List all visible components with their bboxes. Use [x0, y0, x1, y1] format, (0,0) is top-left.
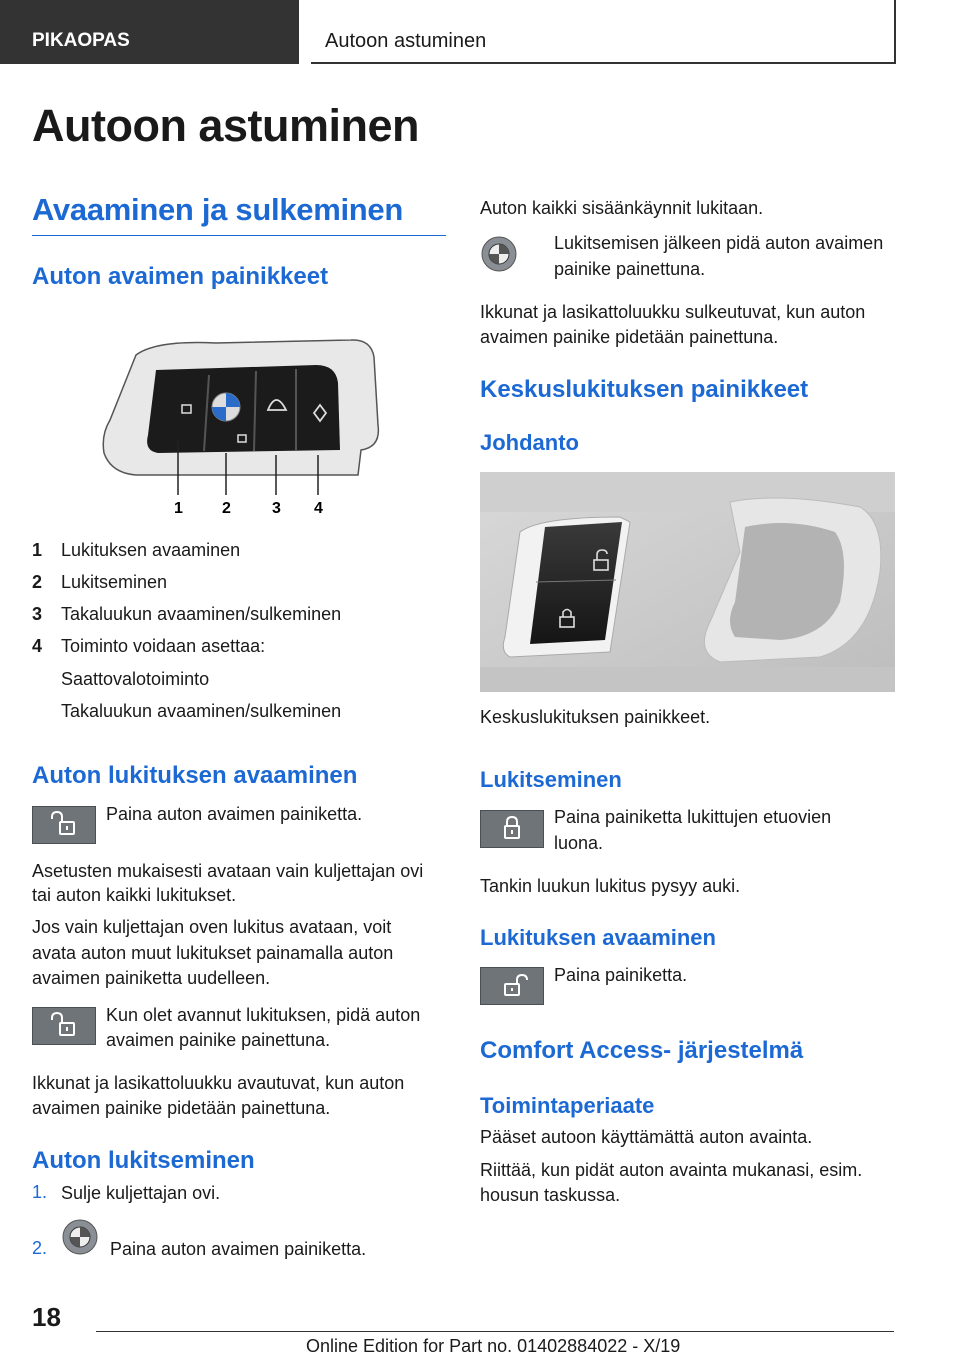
- central-locking-photo: [480, 472, 895, 692]
- heading-central-locking: Keskuslukituksen painikkeet: [480, 376, 809, 403]
- paragraph-line: painike painettuna.: [554, 259, 706, 279]
- step-number: 1.: [32, 1182, 48, 1202]
- paragraph-line: avaimen painike pidetään painettuna.: [32, 1098, 331, 1118]
- photo-caption: Keskuslukituksen painikkeet.: [480, 707, 711, 727]
- heading-locking: Lukitseminen: [480, 767, 622, 792]
- paragraph-line: housun taskussa.: [480, 1185, 621, 1205]
- heading-key-buttons: Auton avaimen painikkeet: [32, 263, 329, 290]
- header-chapter-tab: [311, 0, 896, 64]
- bmw-key-icon: [61, 1218, 99, 1256]
- heading-divider: [32, 235, 446, 236]
- callout-4: 4: [314, 500, 323, 517]
- footer-divider: [96, 1331, 894, 1332]
- heading-intro: Johdanto: [480, 430, 579, 455]
- lock-all-text: Auton kaikki sisäänkäynnit lukitaan.: [480, 198, 764, 218]
- callout-1: 1: [174, 500, 183, 517]
- paragraph-line: Kun olet avannut lukituksen, pidä auton: [106, 1005, 421, 1025]
- paragraph-line: Lukitsemisen jälkeen pidä auton avaimen: [554, 233, 884, 253]
- heading-lock: Auton lukitseminen: [32, 1147, 255, 1174]
- paragraph-line: avaimen painike pidetään painettuna.: [480, 327, 779, 347]
- paragraph-line: Pääset autoon käyttämättä auton avainta.: [480, 1127, 813, 1147]
- step-text: Sulje kuljettajan ovi.: [61, 1183, 221, 1203]
- legend-label: Toiminto voidaan asettaa:: [61, 636, 266, 656]
- unlock-button-icon: [480, 967, 544, 1005]
- bmw-key-icon: [480, 235, 518, 273]
- heading-unlocking: Lukituksen avaaminen: [480, 925, 716, 950]
- legend-num: 2: [32, 572, 43, 592]
- paragraph-line: Asetusten mukaisesti avataan vain kuljettajan ovi: [32, 861, 424, 881]
- callout-2: 2: [222, 500, 231, 517]
- legend-num: 3: [32, 604, 43, 624]
- step-number: 2.: [32, 1238, 48, 1258]
- footer-edition: Online Edition for Part no. 01402884022 - X/19: [306, 1336, 681, 1356]
- paragraph-line: avaimen painike painettuna.: [106, 1030, 331, 1050]
- paragraph-line: tai auton kaikki lukitukset.: [32, 885, 237, 905]
- unlocking-text: Paina painiketta.: [554, 965, 688, 985]
- legend-sub-item: Takaluukun avaaminen/sulkeminen: [61, 701, 342, 721]
- paragraph-line: Paina painiketta lukittujen etuovien: [554, 807, 832, 827]
- legend-num: 4: [32, 636, 43, 656]
- paragraph-line: avata auton muut lukitukset painamalla auton: [32, 943, 394, 963]
- unlock-press-text: Paina auton avaimen painiketta.: [106, 804, 363, 824]
- lock-button-icon: [480, 810, 544, 848]
- legend-label: Lukituksen avaaminen: [61, 540, 241, 560]
- legend-label: Takaluukun avaaminen/sulkeminen: [61, 604, 342, 624]
- section-heading-opening: Avaaminen ja sulkeminen: [32, 192, 403, 227]
- paragraph-line: avaimen painiketta uudelleen.: [32, 968, 271, 988]
- legend-sub-item: Saattovalotoiminto: [61, 669, 210, 689]
- step-text: Paina auton avaimen painiketta.: [110, 1239, 367, 1259]
- legend-label: Lukitseminen: [61, 572, 168, 592]
- paragraph-line: luona.: [554, 833, 604, 853]
- heading-principle: Toimintaperiaate: [480, 1093, 655, 1118]
- unlock-button-icon: [32, 1007, 96, 1045]
- page-number: 18: [32, 1302, 61, 1332]
- header-section-tab: [0, 0, 299, 64]
- heading-comfort-access: Comfort Access- järjestelmä: [480, 1037, 804, 1064]
- callout-3: 3: [272, 500, 281, 517]
- legend-num: 1: [32, 540, 43, 560]
- page-title: Autoon astuminen: [32, 100, 419, 151]
- paragraph-line: Ikkunat ja lasikattoluukku sulkeutuvat, kun auton: [480, 302, 866, 322]
- paragraph-line: Ikkunat ja lasikattoluukku avautuvat, kun auton: [32, 1073, 405, 1093]
- key-fob-illustration: [96, 335, 386, 520]
- paragraph-line: Jos vain kuljettajan oven lukitus avataan, voit: [32, 917, 392, 937]
- heading-unlock: Auton lukituksen avaaminen: [32, 762, 358, 789]
- header-chapter-label: Autoon astuminen: [325, 30, 487, 52]
- unlock-button-icon: [32, 806, 96, 844]
- fuel-note: Tankin luukun lukitus pysyy auki.: [480, 876, 741, 896]
- paragraph-line: Riittää, kun pidät auton avainta mukanasi, esim.: [480, 1160, 863, 1180]
- header-section-label: PIKAOPAS: [32, 30, 130, 51]
